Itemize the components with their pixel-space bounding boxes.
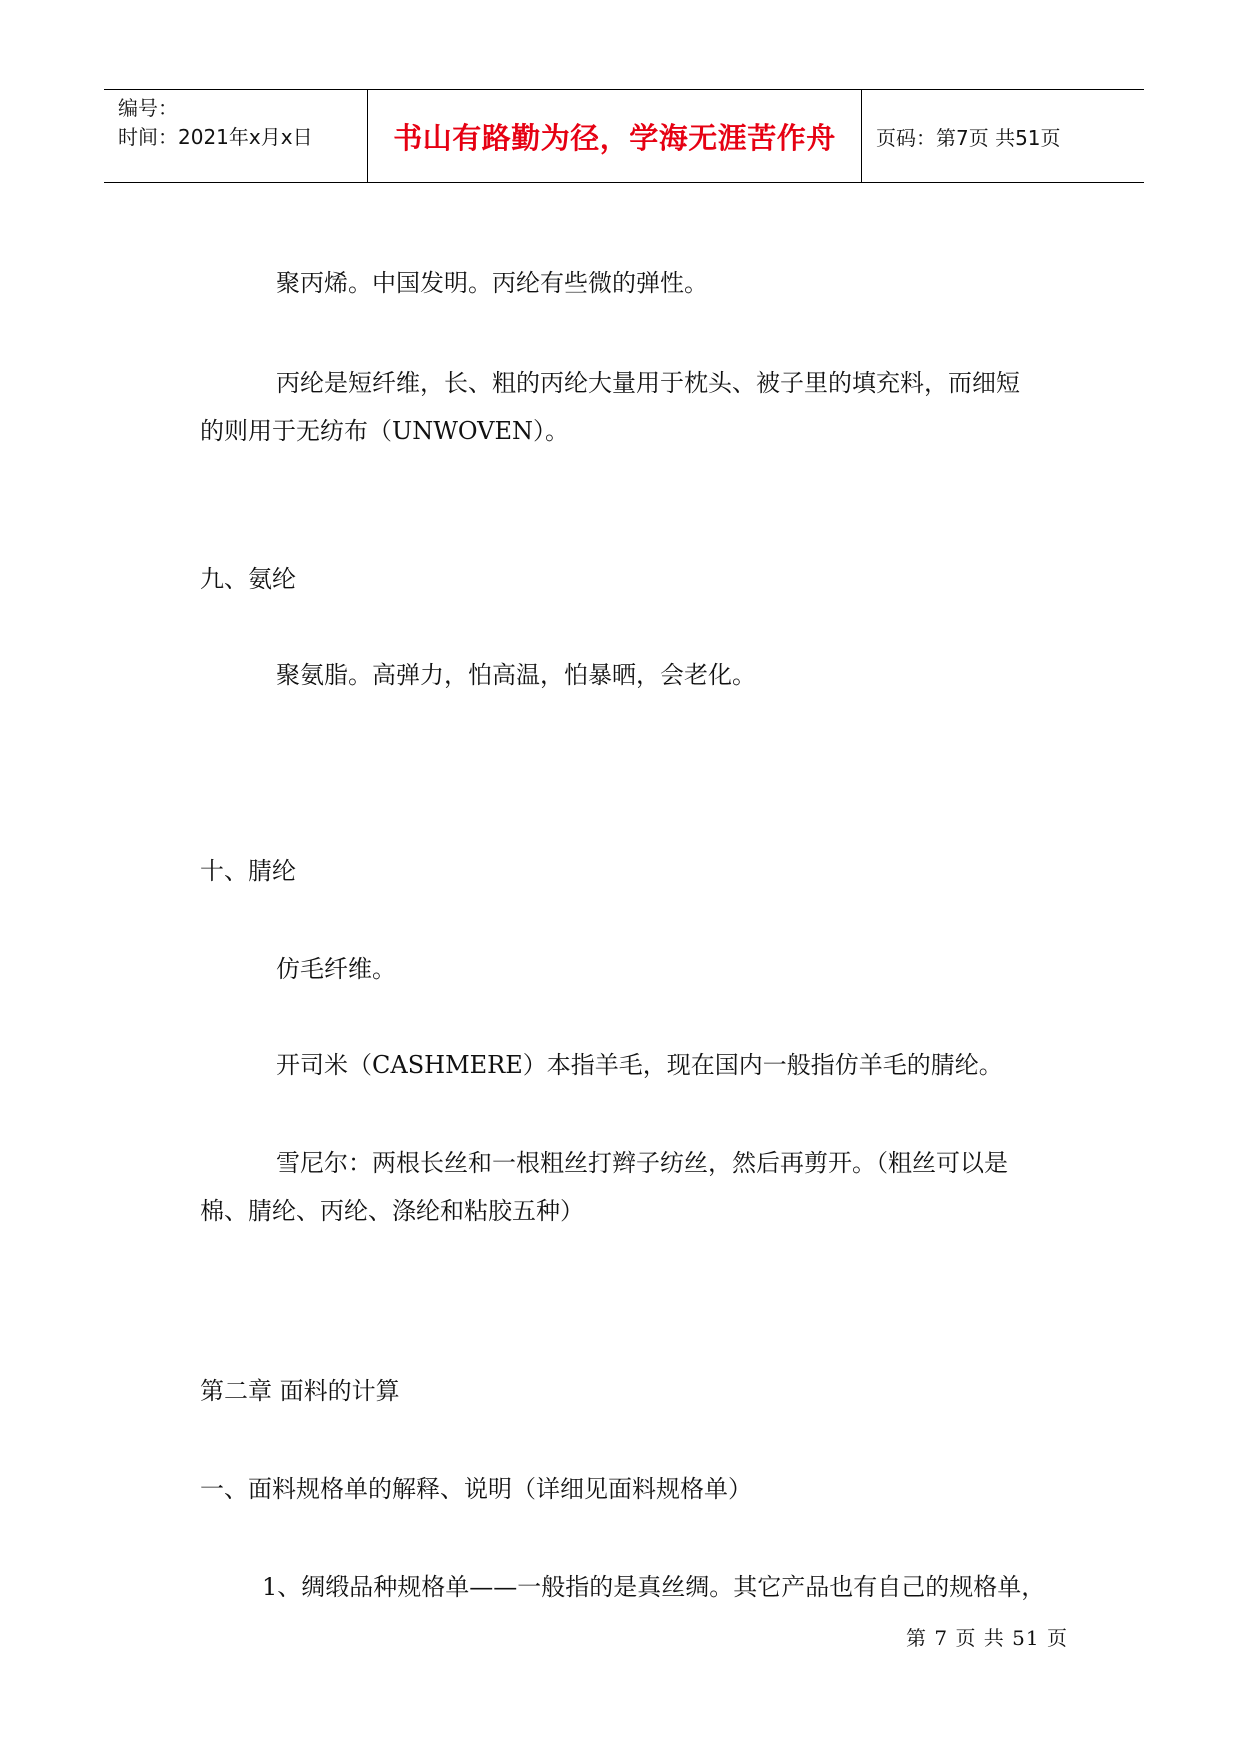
section-heading: 十、腈纶 — [200, 857, 296, 885]
paragraph: 聚氨脂。高弹力，怕高温，怕暴晒，会老化。 — [276, 661, 756, 689]
chapter-heading: 第二章 面料的计算 — [200, 1377, 400, 1405]
paragraph: 仿毛纤维。 — [276, 955, 396, 983]
paragraph-line: 雪尼尔：两根长丝和一根粗丝打辫子纺丝，然后再剪开。（粗丝可以是 — [276, 1149, 1008, 1177]
header-page-info: 页码：第7页 共51页 — [876, 125, 1061, 150]
time-label: 时间：2021年x月x日 — [118, 125, 313, 149]
paragraph: 开司米（CASHMERE）本指羊毛，现在国内一般指仿羊毛的腈纶。 — [276, 1051, 1003, 1079]
document-header — [104, 89, 1144, 183]
header-motto: 书山有路勤为径，学海无涯苦作舟 — [368, 90, 862, 182]
section-heading: 九、氨纶 — [200, 565, 296, 593]
paragraph: 聚丙烯。中国发明。丙纶有些微的弹性。 — [276, 269, 708, 297]
paragraph-line: 的则用于无纺布（UNWOVEN）。 — [200, 417, 569, 445]
page-footer: 第 7 页 共 51 页 — [906, 1626, 1068, 1650]
list-item: 1、绸缎品种规格单——一般指的是真丝绸。其它产品也有自己的规格单， — [262, 1573, 1046, 1601]
paragraph-line: 棉、腈纶、丙纶、涤纶和粘胶五种） — [200, 1197, 584, 1225]
paragraph-line: 丙纶是短纤维，长、粗的丙纶大量用于枕头、被子里的填充料，而细短 — [276, 369, 1020, 397]
section-heading: 一、面料规格单的解释、说明（详细见面料规格单） — [200, 1475, 752, 1503]
number-label: 编号： — [118, 96, 178, 120]
header-meta — [104, 90, 368, 182]
